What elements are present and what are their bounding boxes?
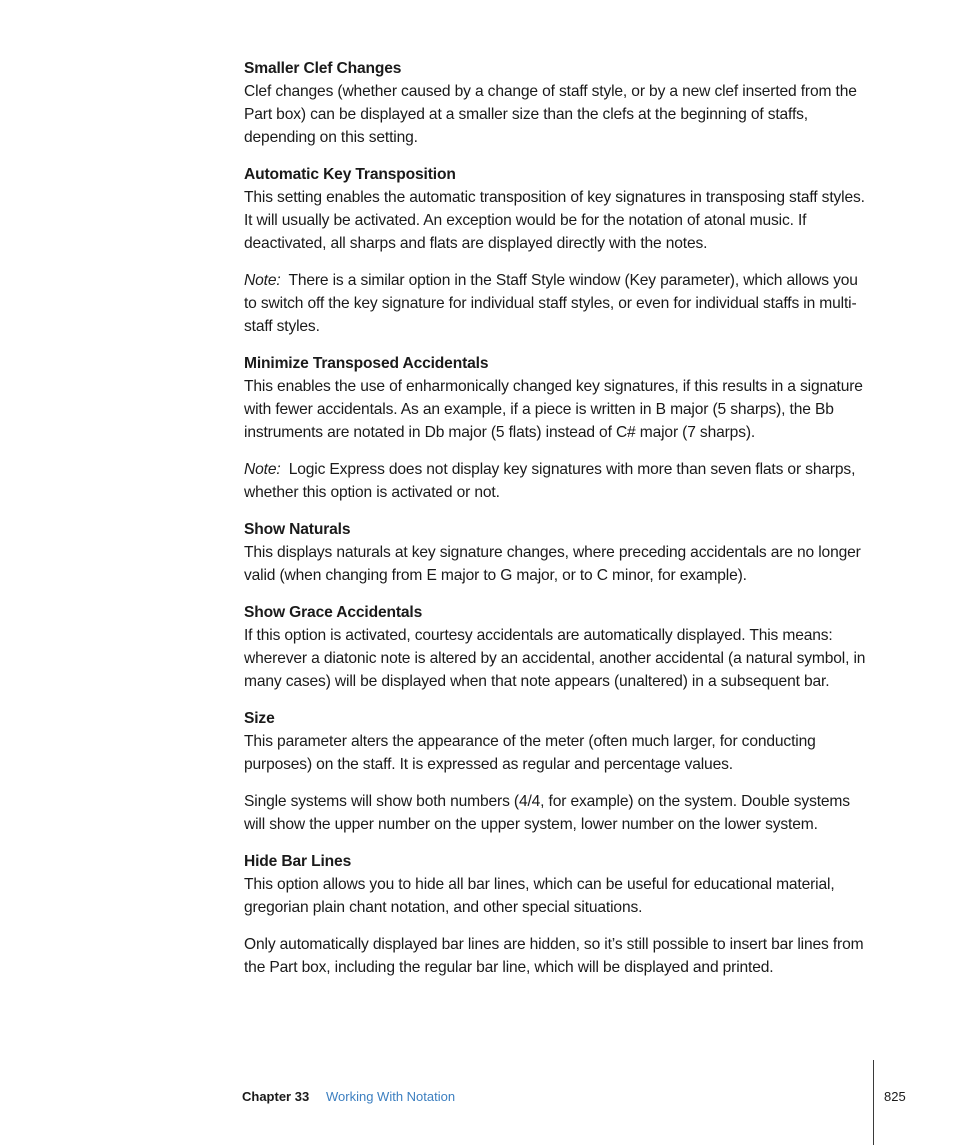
section-heading: Minimize Transposed Accidentals [244,355,489,372]
note-text: There is a similar option in the Staff Style window (Key parameter), which allows you to switch off the key signature for individual staff styles, or even for individual staffs in multi-staff styles. [244,272,858,335]
footer-chapter-number: Chapter 33 [242,1089,310,1104]
section-heading: Smaller Clef Changes [244,60,402,77]
section-smaller-clef-changes [244,57,872,149]
footer-chapter-title-link[interactable]: Working With Notation [326,1089,456,1104]
page-footer [0,1060,954,1145]
section-hide-bar-lines [244,850,872,979]
note-text: Logic Express does not display key signatures with more than seven flats or sharps, whether this option is activated or not. [244,461,856,501]
section-paragraph: If this option is activated, courtesy accidentals are automatically displayed. This means: wherever a diatonic note is altered by an accidental, another accidental (a natural symbol, in many cases) will be displayed when that note appears (unaltered) in a subsequent bar. [244,627,866,690]
section-paragraph: This parameter alters the appearance of the meter (often much larger, for conducting purposes) on the staff. It is expressed as regular and percentage values. [244,733,816,773]
section-paragraph: This displays naturals at key signature changes, where preceding accidentals are no longer valid (when changing from E major to G major, or to C minor, for example). [244,544,861,584]
section-heading: Automatic Key Transposition [244,166,456,183]
note-paragraph [244,269,872,338]
section-heading: Show Grace Accidentals [244,604,423,621]
section-paragraph: This setting enables the automatic transposition of key signatures in transposing staff styles. It will usually be activated. An exception would be for the notation of atonal music. If deactivated, all sharps and flats are displayed directly with the notes. [244,189,865,252]
section-show-naturals [244,518,872,587]
note-paragraph [244,458,872,504]
section-size [244,707,872,836]
section-heading: Show Naturals [244,521,351,538]
section-paragraph: Only automatically displayed bar lines are hidden, so it’s still possible to insert bar lines from the Part box, including the regular bar line, which will be displayed and printed. [244,936,864,976]
section-paragraph: This enables the use of enharmonically changed key signatures, if this results in a signature with fewer accidentals. As an example, if a piece is written in B major (5 sharps), the Bb instruments are notated in Db major (5 flats) instead of C# major (7 sharps). [244,378,863,441]
section-heading: Hide Bar Lines [244,853,352,870]
section-minimize-transposed-accidentals [244,352,872,504]
document-body [244,57,872,993]
section-automatic-key-transposition [244,163,872,338]
footer-page-number: 825 [884,1089,906,1104]
note-label: Note: [244,461,281,478]
note-label: Note: [244,272,281,289]
section-paragraph: Clef changes (whether caused by a change of staff style, or by a new clef inserted from the Part box) can be displayed at a smaller size than the clefs at the beginning of staffs, depending on this setting. [244,83,857,146]
section-show-grace-accidentals [244,601,872,693]
section-heading: Size [244,710,275,727]
section-paragraph: Single systems will show both numbers (4/4, for example) on the system. Double systems will show the upper number on the upper system, lower number on the lower system. [244,793,850,833]
section-paragraph: This option allows you to hide all bar lines, which can be useful for educational material, gregorian plain chant notation, and other special situations. [244,876,835,916]
footer-divider [873,1060,874,1145]
